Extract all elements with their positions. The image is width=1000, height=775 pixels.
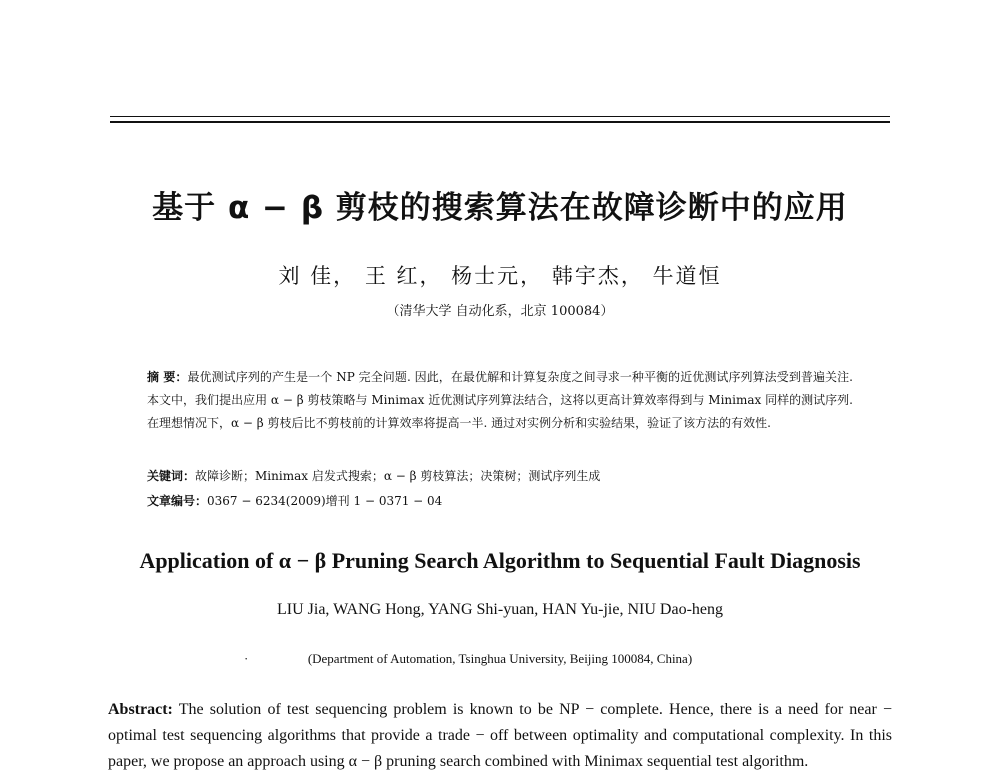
header-rule-thin [110,116,890,117]
article-number-text: 0367 − 6234(2009)增刊 1 − 0371 − 04 [207,494,443,508]
chinese-abstract-text: 最优测试序列的产生是一个 NP 完全问题. 因此，在最优解和计算复杂度之间寻求一种平衡的近优测试序列算法受到普遍关注. 本文中，我们提出应用 α − β 剪枝策略与 Minimax 近优测试序列算法结合，这将以更高计算效率得到与 Minimax 同样的测试序列. 在理想情况下，α − β 剪枝后比不剪枝前的计算效率将提高一半. 通过对实例分析和实验结果，验证了该方法的有效性. [147,370,853,430]
header-rule-thick [110,121,890,123]
english-affiliation: (Department of Automation, Tsinghua University, Beijing 100084, China) [307,651,693,666]
chinese-keywords-text: 故障诊断；Minimax 启发式搜索；α − β 剪枝算法；决策树；测试序列生成 [195,469,601,483]
chinese-abstract [147,366,853,435]
english-authors: LIU Jia, WANG Hong, YANG Shi-yuan, HAN Yu-jie, NIU Dao-heng [276,601,723,618]
chinese-keywords [147,467,600,484]
chinese-keywords-label: 关键词： [147,469,196,483]
article-number-label: 文章编号： [147,494,208,508]
stray-dot: · [244,651,249,666]
english-abstract-text: The solution of test sequencing problem is known to be NP − complete. Hence, there is a need for near − optimal test sequencing algorithms that provide a trade − off between optimality and computational complexity. In this paper, we propose an approach using α − β pruning search combined with Minimax sequential test algorithm. [108,701,892,770]
chinese-affiliation: （清华大学 自动化系，北京 100084） [386,304,614,319]
chinese-authors: 刘 佳， 王 红， 杨士元， 韩宇杰， 牛道恒 [278,264,722,288]
english-abstract-label: Abstract: [108,701,173,718]
chinese-abstract-label: 摘 要： [147,370,188,384]
article-number [147,492,442,509]
chinese-title: 基于 α − β 剪枝的搜索算法在故障诊断中的应用 [152,190,848,226]
english-abstract [108,697,892,775]
english-title: Application of α − β Pruning Search Algorithm to Sequential Fault Diagnosis [139,548,861,573]
